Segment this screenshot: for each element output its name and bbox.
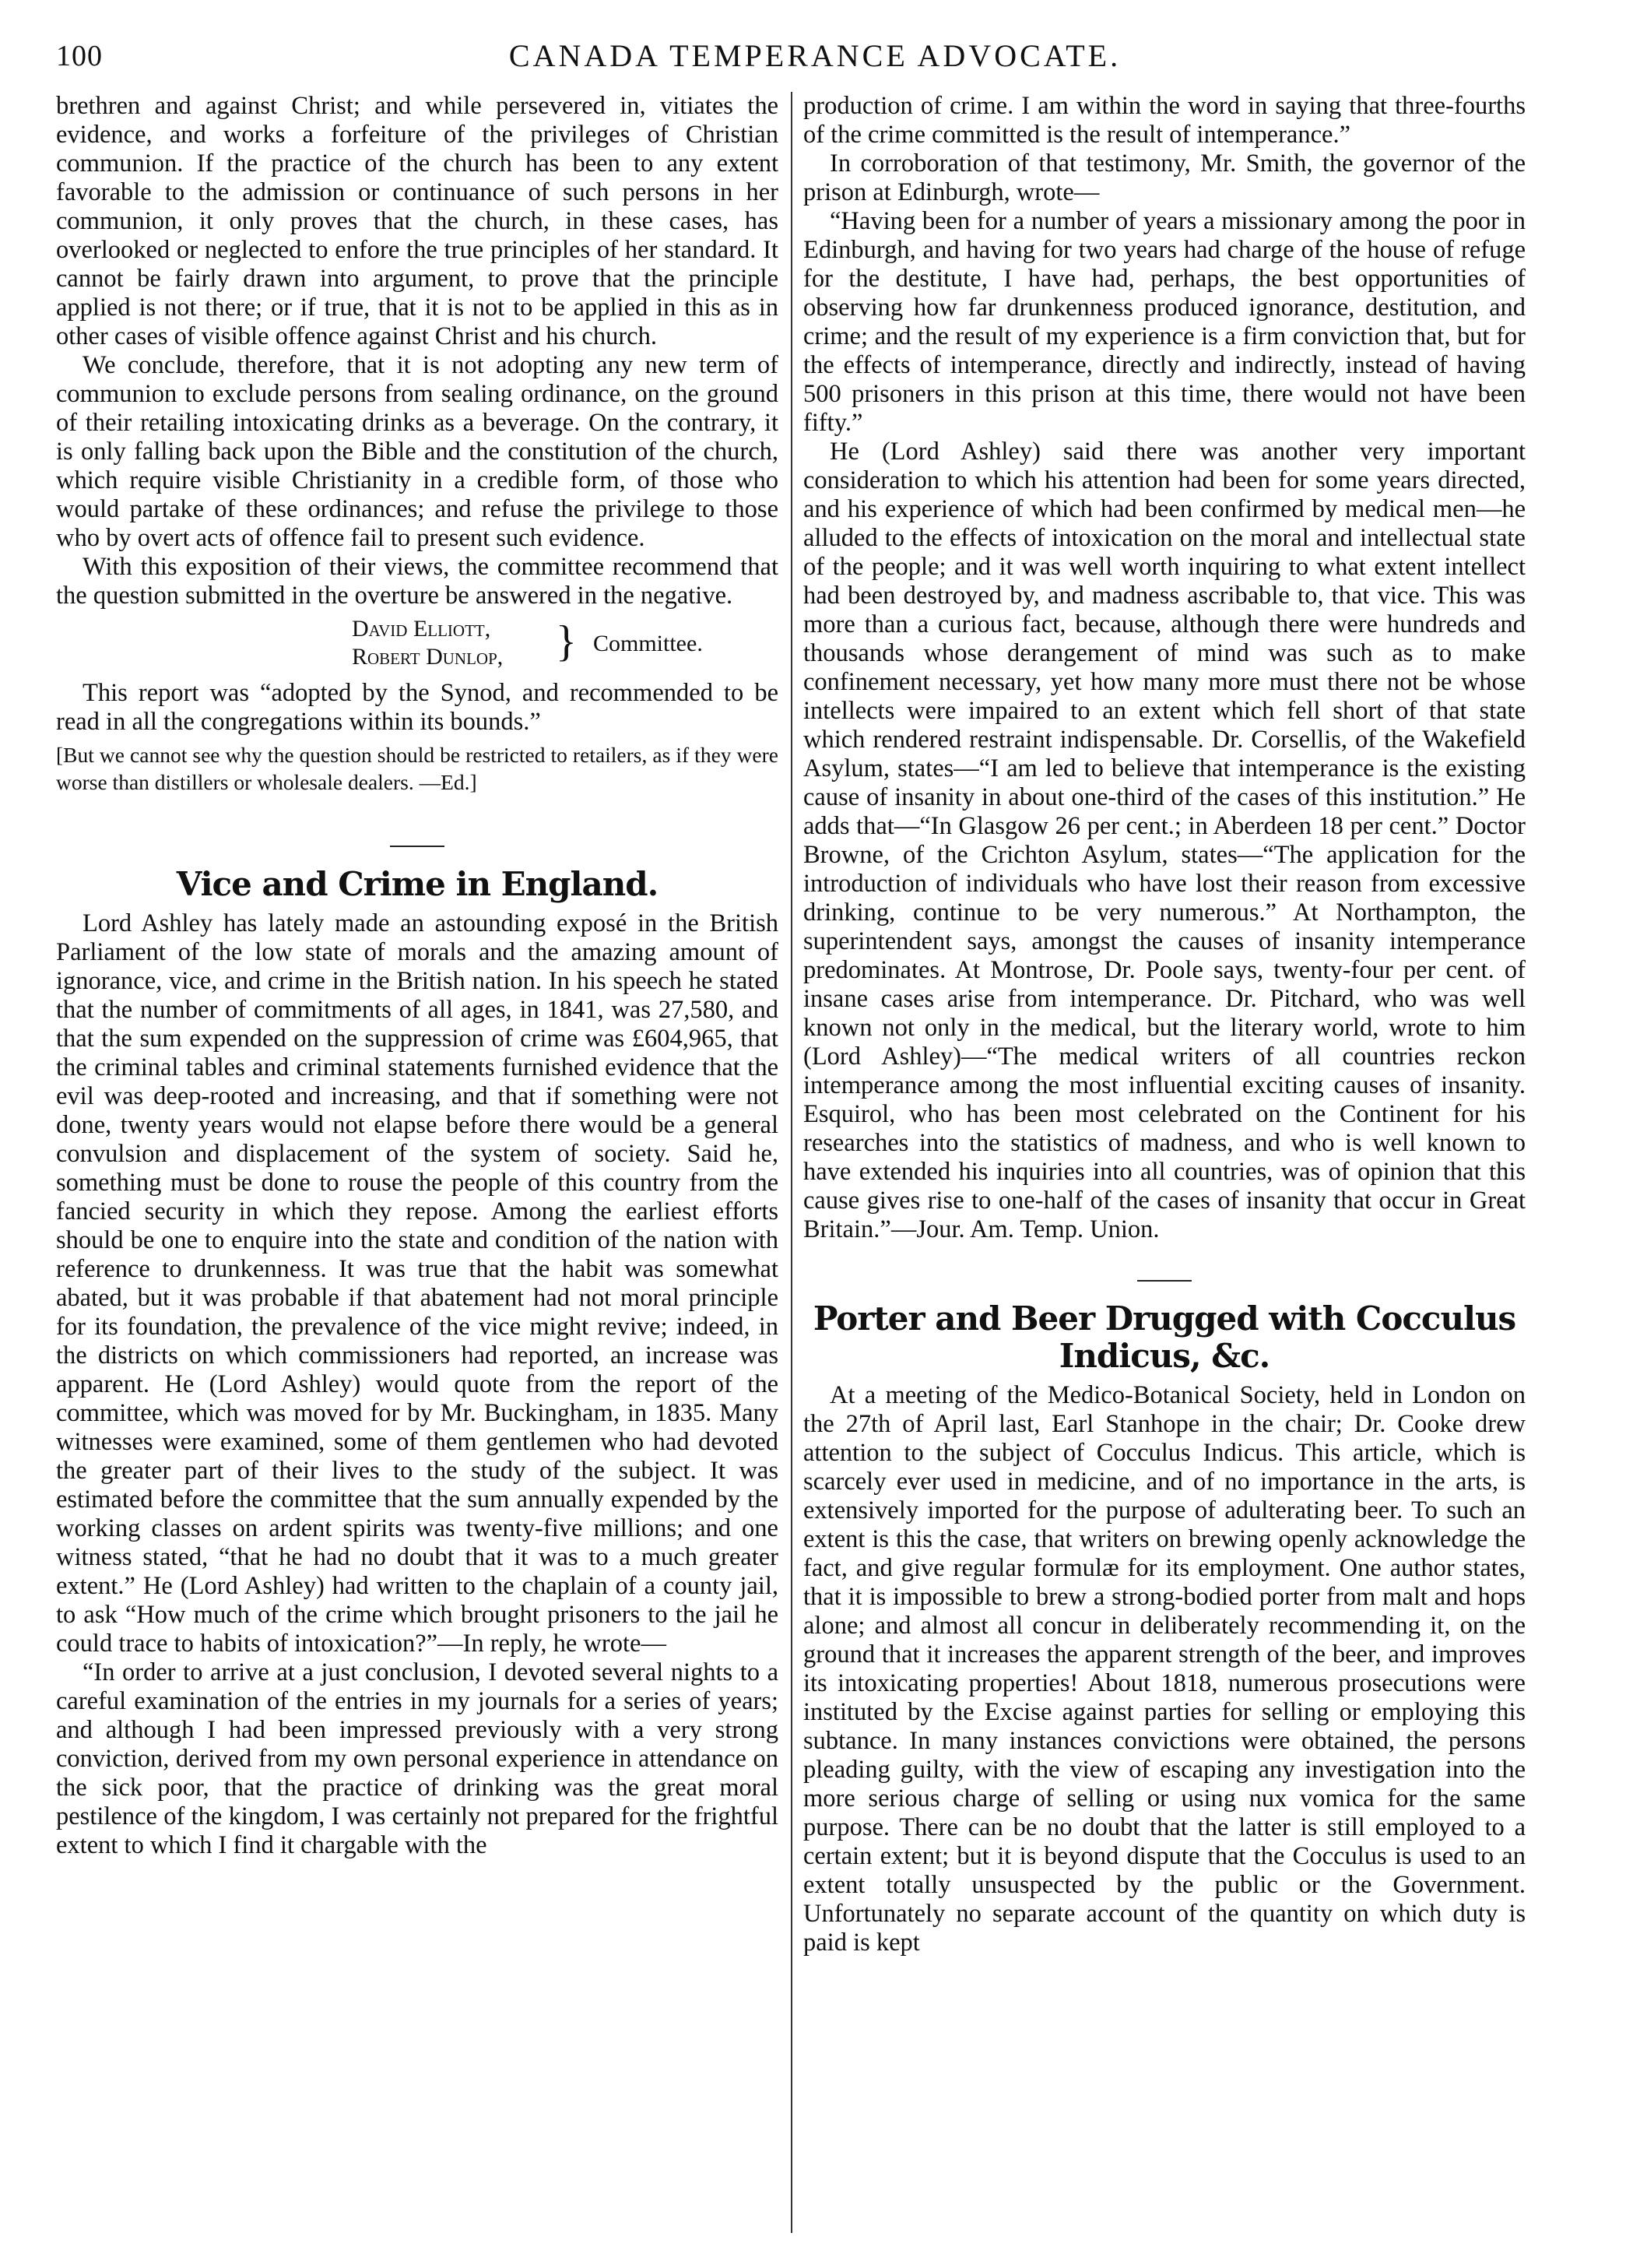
committee-signature — [56, 615, 778, 674]
section-divider — [390, 846, 444, 847]
left-column — [56, 92, 778, 2237]
editor-note: [But we cannot see why the question should be restricted to retailers, as if they were worse than distillers or wholesale dealers. —Ed.] — [56, 743, 778, 794]
section-divider-2 — [1137, 1280, 1192, 1282]
left-paragraph-3: With this exposition of their views, the committee recommend that the question submitted in the overture be answered in the negative. — [56, 553, 778, 610]
signature-name-1: David Elliott, — [352, 616, 491, 642]
running-title: CANADA TEMPERANCE ADVOCATE. — [508, 38, 1122, 73]
signature-names — [352, 615, 503, 671]
left-paragraph-6: “In order to arrive at a just conclusion, I devoted several nights to a careful examination of the entries in my journals for a series of years; and although I had been impressed previously with a very strong conviction, derived from my own personal experience in attendance on the sick poor, that the practice of drinking was the great moral pestilence of the kingdom, I was certainly not prepared for the frightful extent to which I find it chargable with the — [56, 1658, 778, 1859]
left-paragraph-1: brethren and against Christ; and while persevered in, vitiates the evidence, and works a forfeiture of the privileges of Christian communion. If the practice of the church has been to any extent favorable to the admission or continuance of such persons in her communion, it only proves that the church, in these cases, has overlooked or neglected to enfore the true principles of her standard. It cannot be fairly drawn into argument, to prove that the principle applied is not there; or if true, that it is not to be applied in this as in other cases of visible offence against Christ and his church. — [56, 92, 778, 350]
signature-brace-icon: } — [556, 617, 577, 666]
section-title-porter-beer: Porter and Beer Drugged with Cocculus Indicus, &c. — [813, 1299, 1516, 1375]
right-paragraph-5: At a meeting of the Medico-Botanical Society, held in London on the 27th of April last, Earl Stanhope in the chair; Dr. Cooke drew attention to the subject of Cocculus Indicus. This article, which is scarcely ever used in medicine, and of no importance in the arts, is extensively imported for the purpose of adulterating beer. To such an extent is this the case, that writers on brewing openly acknowledge the fact, and give regular formulæ for its employment. One author states, that it is impossible to brew a strong-bodied porter from malt and hops alone; and almost all concur in deliberately recommending it, on the ground that it increases the apparent strength of the beer, and improves its intoxicating properties! About 1818, numerous prosecutions were instituted by the Excise against parties for selling or employing this subtance. In many instances convictions were obtained, the persons pleading guilty, with the view of escaping any investigation into the more serious charge of selling or using nux vomica for the same purpose. There can be no doubt that the latter is still employed to a certain extent; but it is beyond dispute that the Cocculus is used to an extent totally unsuspected by the public or the Government. Unfortunately no separate account of the quantity on which duty is paid is kept — [803, 1381, 1526, 1957]
column-divider — [791, 92, 792, 2233]
page-header — [56, 31, 1574, 78]
left-paragraph-2: We conclude, therefore, that it is not adopting any new term of communion to exclude persons from sealing ordinance, on the ground of their retailing intoxicating drinks as a beverage. On the contrary, it is only falling back upon the Bible and the constitution of the church, which require visible Christianity in a credible form, of those who would partake of these ordinances; and refuse the privilege to those who by overt acts of offence fail to present such evidence. — [56, 351, 778, 552]
newspaper-page — [56, 31, 1574, 2242]
right-paragraph-2: In corroboration of that testimony, Mr. Smith, the governor of the prison at Edinburgh, wrote— — [803, 149, 1526, 206]
signature-name-2: Robert Dunlop, — [352, 644, 504, 670]
left-paragraph-5: Lord Ashley has lately made an astounding exposé in the British Parliament of the low state of morals and the amazing amount of ignorance, vice, and crime in the British nation. In his speech he stated that the number of commitments of all ages, in 1841, was 27,580, and that the sum expended on the suppression of crime was £604,965, that the criminal tables and criminal statements furnished evidence that the evil was deep-rooted and increasing, and that if something were not done, twenty years would not elapse before there would be a general convulsion and displacement of the system of society. Said he, something must be done to rouse the people of this country from the fancied security in which they repose. Among the earliest efforts should be one to enquire into the state and condition of the nation with reference to drunkenness. It was true that the habit was somewhat abated, but it was probable if that abatement had not moral principle for its foundation, the prevalence of the vice might revive; indeed, in the districts on which commissioners had reported, an increase was apparent. He (Lord Ashley) would quote from the report of the committee, which was moved for by Mr. Buckingham, in 1835. Many witnesses were examined, some of them gentlemen who had devoted the greater part of their lives to the study of the subject. It was estimated before the committee that the sum annually expended by the working classes on ardent spirits was twenty-five millions; and one witness stated, “that he had no doubt that it was to a much greater extent.” He (Lord Ashley) had written to the chaplain of a county jail, to ask “How much of the crime which brought prisoners to the jail he could trace to habits of intoxication?”—In reply, he wrote— — [56, 909, 778, 1658]
page-number: 100 — [56, 40, 103, 72]
right-column — [803, 92, 1526, 2237]
signature-role: Committee. — [593, 631, 703, 656]
section-title-vice-crime: Vice and Crime in England. — [176, 865, 658, 903]
left-paragraph-4: This report was “adopted by the Synod, and recommended to be read in all the congregations within its bounds.” — [56, 679, 778, 736]
right-paragraph-4: He (Lord Ashley) said there was another very important consideration to which his attention had been for some years directed, and his experience of which had been confirmed by medical men—he alluded to the effects of intoxication on the moral and intellectual state of the people; and it was well worth inquiring to what extent intellect had been destroyed by, and madness ascribable to, that vice. This was more than a curious fact, because, although there were hundreds and thousands whose derangement of mind was such as to make confinement necessary, yet how many more must there not be whose intellects were impaired to an extent which fell short of that state which rendered restraint indispensable. Dr. Corsellis, of the Wakefield Asylum, states—“I am led to believe that intemperance is the existing cause of insanity in about one-third of the cases of this institution.” He adds that—“In Glasgow 26 per cent.; in Aberdeen 18 per cent.” Doctor Browne, of the Crichton Asylum, states—“The application for the introduction of individuals who have lost their reason from excessive drinking, continue to be very numerous.” At Northampton, the superintendent says, amongst the causes of insanity intemperance predominates. At Montrose, Dr. Poole says, twenty-four per cent. of insane cases arise from intemperance. Dr. Pitchard, who was well known not only in the medical, but the literary world, wrote to him (Lord Ashley)—“The medical writers of all countries reckon intemperance among the most influential exciting causes of insanity. Esquirol, who has been most celebrated on the Continent for his researches into the statistics of madness, and who is well known to have extended his inquiries into all countries, was of opinion that this cause gives rise to one-half of the cases of insanity that occur in Great Britain.”—Jour. Am. Temp. Union. — [803, 438, 1526, 1243]
right-paragraph-1: production of crime. I am within the word in saying that three-fourths of the crime committed is the result of intemperance.” — [803, 92, 1526, 149]
right-paragraph-3: “Having been for a number of years a missionary among the poor in Edinburgh, and having for two years had charge of the house of refuge for the destitute, I have had, perhaps, the best opportunities of observing how far drunkenness produced ignorance, destitution, and crime; and the result of my experience is a firm conviction that, but for the effects of intemperance, directly and indirectly, instead of having 500 prisoners in this prison at this time, there would not have been fifty.” — [803, 207, 1526, 437]
